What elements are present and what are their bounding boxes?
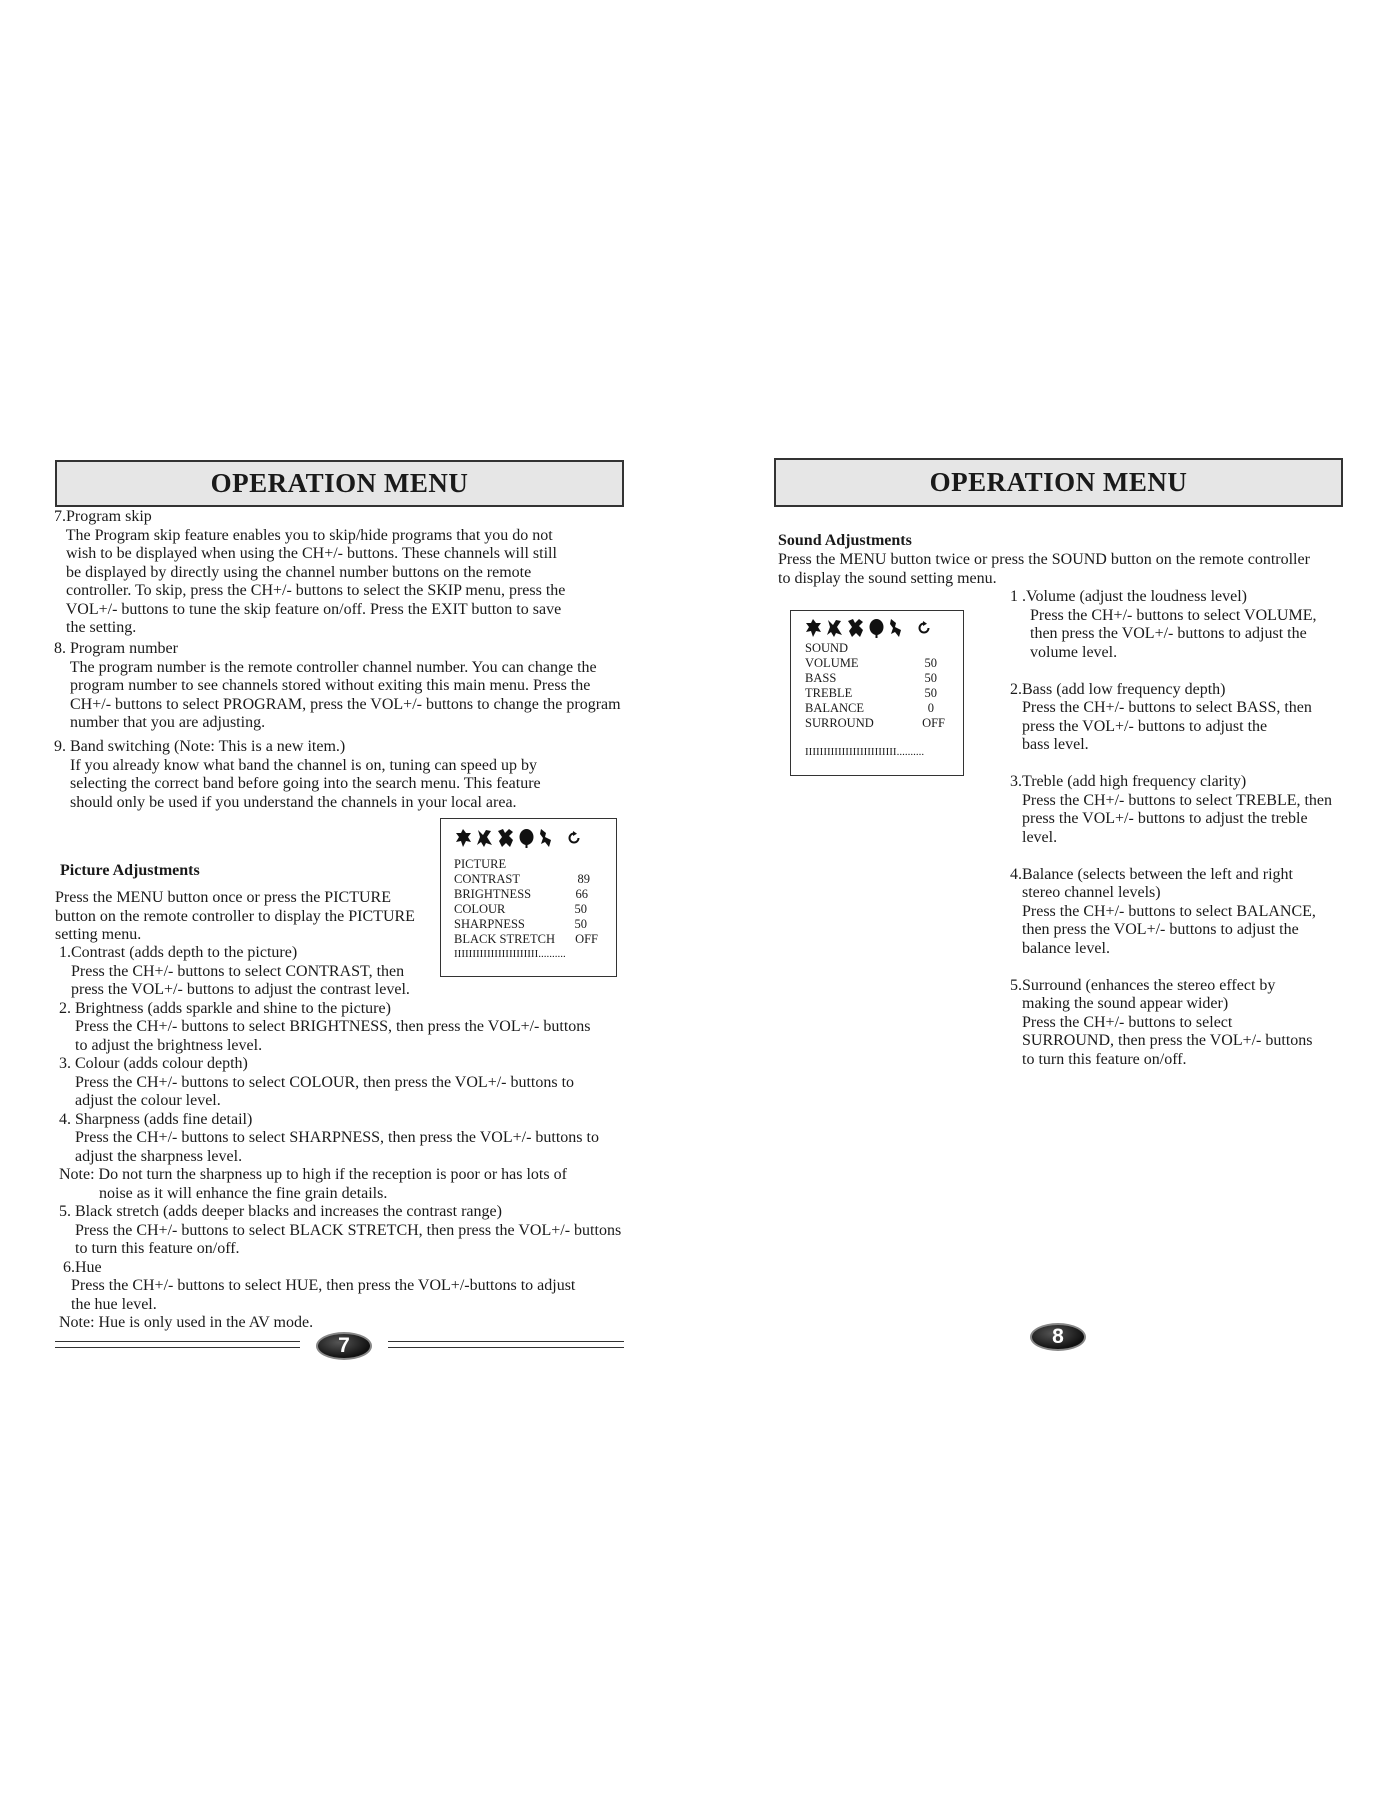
text-line: SURROUND, then press the VOL+/- buttons xyxy=(1010,1032,1313,1049)
text-line: 7.Program skip xyxy=(54,508,152,525)
text-line: selecting the correct band before going into the search menu. This feature xyxy=(54,775,541,792)
function-tab-icon xyxy=(847,618,864,638)
text-line: adjust the colour level. xyxy=(55,1092,221,1109)
osd-item-label: BRIGHTNESS xyxy=(454,887,532,901)
text-line: 4.Balance (selects between the left and right xyxy=(1010,865,1293,883)
text-line: 1 .Volume (adjust the loudness level) xyxy=(1010,588,1247,605)
osd-item-label: VOLUME xyxy=(805,656,859,670)
text-line: balance level. xyxy=(1010,939,1110,957)
osd-title: PICTURE xyxy=(454,857,507,871)
text-line: controller. To skip, press the CH+/- buttons to select the SKIP menu, press the xyxy=(54,582,566,599)
text-line: program number to see channels stored without exiting this main menu. Press the xyxy=(54,677,591,694)
text-line: adjust the sharpness level. xyxy=(55,1147,243,1165)
text-line: to turn this feature on/off. xyxy=(1010,1050,1187,1068)
text-line: Press the CH+/- buttons to select VOLUME, xyxy=(1010,606,1317,624)
text-line: the hue level. xyxy=(55,1295,157,1313)
text-line: 3. Colour (adds colour depth) xyxy=(55,1055,248,1072)
text-line: then press the VOL+/- buttons to adjust the xyxy=(1010,921,1299,938)
text-line: Note: Hue is only used in the AV mode. xyxy=(55,1314,314,1331)
text-line: to adjust the brightness level. xyxy=(55,1036,263,1054)
text-line: Press the CH+/- buttons to select BLACK STRETCH, then press the VOL+/- buttons xyxy=(55,1221,622,1239)
text-line: press the VOL+/- buttons to adjust the treble xyxy=(1010,810,1308,827)
text-line: Press the CH+/- buttons to select CONTRAST, then xyxy=(55,962,405,980)
footer-rule xyxy=(388,1347,624,1348)
page-number-badge: 7 xyxy=(316,1332,372,1360)
exit-tab-icon xyxy=(917,621,931,635)
text-line: number that you are adjusting. xyxy=(54,714,266,731)
osd-item-label: BALANCE xyxy=(805,701,865,715)
text-line: Press the CH+/- buttons to select BRIGHTNESS, then press the VOL+/- buttons xyxy=(55,1018,591,1035)
text-line: 2. Brightness (adds sparkle and shine to the picture) xyxy=(55,999,391,1017)
text-line: level. xyxy=(1010,828,1058,846)
picture-tab-icon xyxy=(455,828,472,848)
text-line: Press the CH+/- buttons to select BASS, then xyxy=(1010,699,1312,716)
osd-item-value: OFF xyxy=(575,932,598,946)
text-line: the setting. xyxy=(54,619,137,636)
osd-item-value: 50 xyxy=(924,671,937,685)
text-line: wish to be displayed when using the CH+/- buttons. These channels will still xyxy=(54,545,557,562)
osd-level-bar: IIIIIIIIIIIIIIIIIIIIIIIII.......... xyxy=(805,746,925,758)
osd-item-value: 50 xyxy=(924,656,937,670)
footer-rule xyxy=(55,1341,300,1342)
text-line: 9. Band switching (Note: This is a new item.) xyxy=(54,738,346,755)
right-header xyxy=(774,458,1343,507)
timer-tab-icon xyxy=(518,828,535,848)
text-line: CH+/- buttons to select PROGRAM, press the VOL+/- buttons to change the program xyxy=(54,695,621,713)
text-line: Press the MENU button twice or press the SOUND button on the remote controller xyxy=(778,551,1310,568)
left-header xyxy=(55,460,624,507)
osd-item-value: 50 xyxy=(574,917,587,931)
text-line: The program number is the remote controller channel number. You can change the xyxy=(54,658,597,676)
osd-icon-row xyxy=(455,828,585,848)
text-line: Note: Do not turn the sharpness up to high if the reception is poor or has lots of xyxy=(55,1166,567,1183)
text-line: The Program skip feature enables you to skip/hide programs that you do not xyxy=(54,526,553,544)
text-line: Press the CH+/- buttons to select COLOUR, then press the VOL+/- buttons to xyxy=(55,1073,575,1091)
text-line: be displayed by directly using the channel number buttons on the remote xyxy=(54,563,532,581)
text-line: button on the remote controller to display the PICTURE xyxy=(55,907,415,925)
osd-title: SOUND xyxy=(805,641,849,655)
text-line: setting menu. xyxy=(55,926,142,943)
text-line: then press the VOL+/- buttons to adjust the xyxy=(1010,625,1307,642)
osd-item-label: BLACK STRETCH xyxy=(454,932,556,946)
osd-item-value: 50 xyxy=(924,686,937,700)
sound-tab-icon xyxy=(826,618,843,638)
text-line: to display the sound setting menu. xyxy=(778,569,997,587)
text-line: press the VOL+/- buttons to adjust the xyxy=(1010,717,1268,735)
function-tab-icon xyxy=(497,828,514,848)
text-line: Press the CH+/- buttons to select TREBLE, then xyxy=(1010,791,1333,809)
text-line: press the VOL+/- buttons to adjust the contrast level. xyxy=(55,981,410,998)
timer-tab-icon xyxy=(868,618,885,638)
osd-item-label: COLOUR xyxy=(454,902,506,916)
text-line: making the sound appear wider) xyxy=(1010,995,1229,1012)
text-line: Press the CH+/- buttons to select xyxy=(1010,1013,1233,1031)
sound-osd-menu xyxy=(790,610,964,776)
text-line: If you already know what band the channel is on, tuning can speed up by xyxy=(54,756,537,774)
text-line: 5.Surround (enhances the stereo effect by xyxy=(1010,976,1276,994)
osd-icon-row xyxy=(805,618,935,638)
text-line: should only be used if you understand the channels in your local area. xyxy=(54,793,517,811)
text-line: to turn this feature on/off. xyxy=(55,1240,240,1257)
text-line: Press the CH+/- buttons to select BALANCE, xyxy=(1010,902,1316,920)
left-header-title: OPERATION MENU xyxy=(210,468,469,498)
text-line: stereo channel levels) xyxy=(1010,884,1161,901)
osd-item-label: SHARPNESS xyxy=(454,917,525,931)
osd-item-label: BASS xyxy=(805,671,837,685)
osd-item-label: TREBLE xyxy=(805,686,853,700)
text-line: noise as it will enhance the fine grain details. xyxy=(55,1184,388,1202)
osd-level-bar: IIIIIIIIIIIIIIIIIIIIIII.......... xyxy=(454,948,566,960)
exit-tab-icon xyxy=(567,831,581,845)
text-line: 2.Bass (add low frequency depth) xyxy=(1010,680,1226,698)
text-line: bass level. xyxy=(1010,736,1089,753)
picture-osd-menu xyxy=(440,818,617,977)
osd-item-value: 0 xyxy=(927,701,934,715)
sound-adjustments-heading: Sound Adjustments xyxy=(778,532,912,549)
picture-adjustments-heading: Picture Adjustments xyxy=(60,862,200,879)
footer-rule xyxy=(388,1341,624,1342)
text-line: Press the MENU button once or press the PICTURE xyxy=(55,889,391,906)
text-line: 8. Program number xyxy=(54,640,178,657)
tuning-tab-icon xyxy=(539,828,553,848)
osd-item-label: SURROUND xyxy=(805,716,874,730)
osd-item-value: OFF xyxy=(922,716,945,730)
text-line: VOL+/- buttons to tune the skip feature on/off. Press the EXIT button to save xyxy=(54,600,562,618)
text-line: Press the CH+/- buttons to select HUE, then press the VOL+/-buttons to adjust xyxy=(55,1277,576,1294)
page-number-badge: 8 xyxy=(1030,1323,1086,1351)
text-line: 1.Contrast (adds depth to the picture) xyxy=(55,944,298,961)
text-line: volume level. xyxy=(1010,643,1118,661)
osd-item-value: 50 xyxy=(574,902,587,916)
sound-tab-icon xyxy=(476,828,493,848)
right-header-title: OPERATION MENU xyxy=(929,467,1188,497)
tuning-tab-icon xyxy=(889,618,903,638)
osd-item-label: CONTRAST xyxy=(454,872,520,886)
footer-rule xyxy=(55,1347,300,1348)
text-line: 3.Treble (add high frequency clarity) xyxy=(1010,773,1247,790)
text-line: 4. Sharpness (adds fine detail) xyxy=(55,1110,253,1128)
text-line: 6.Hue xyxy=(55,1258,102,1276)
text-line: 5. Black stretch (adds deeper blacks and increases the contrast range) xyxy=(55,1203,502,1220)
osd-item-value: 89 xyxy=(577,872,590,886)
osd-item-value: 66 xyxy=(575,887,588,901)
picture-tab-icon xyxy=(805,618,822,638)
text-line: Press the CH+/- buttons to select SHARPNESS, then press the VOL+/- buttons to xyxy=(55,1129,599,1146)
